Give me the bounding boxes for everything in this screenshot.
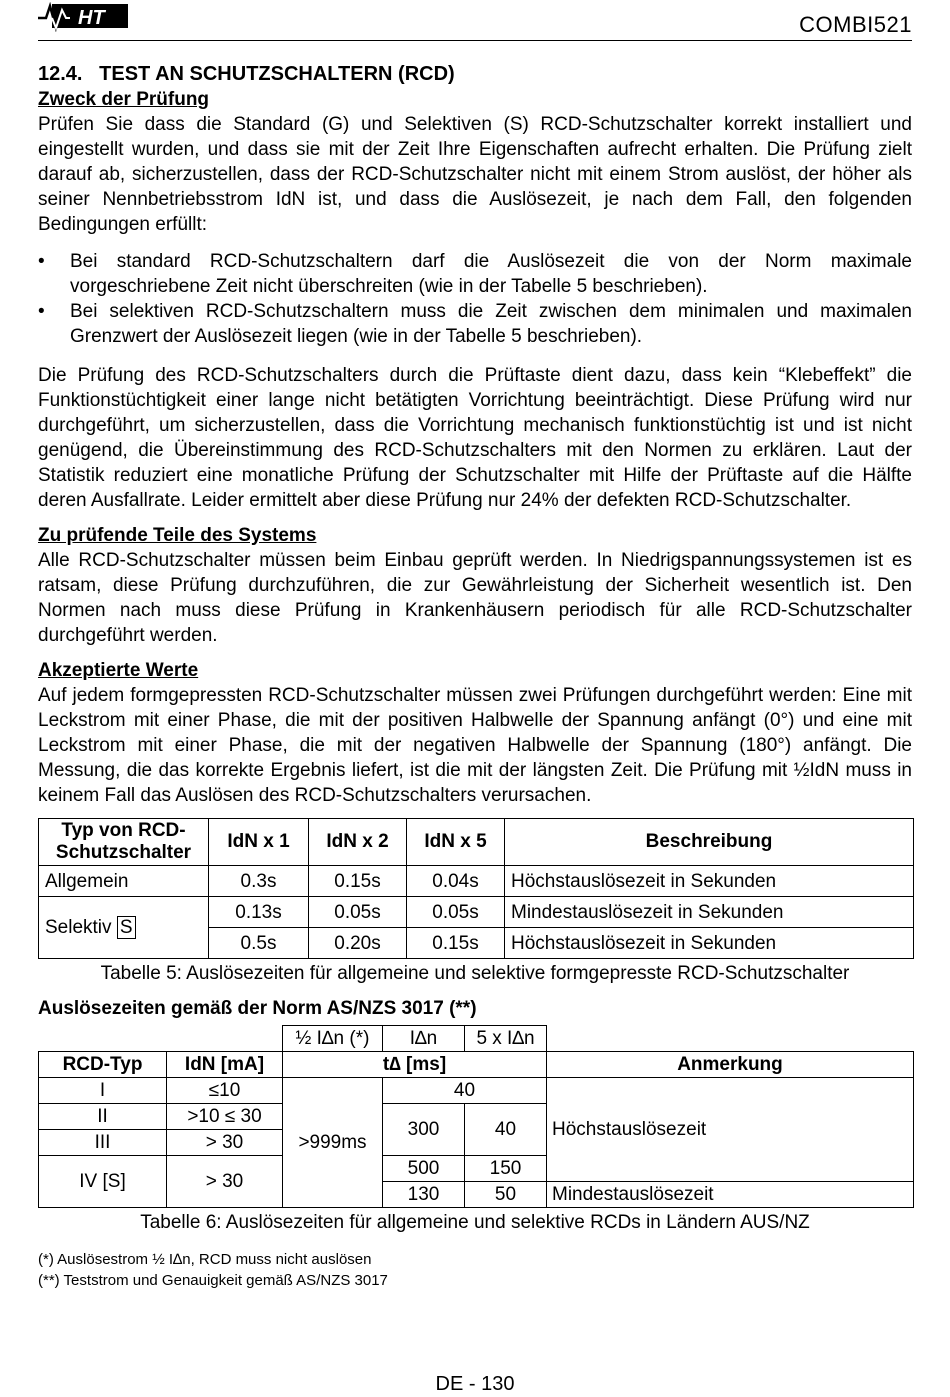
table-cell: > 30	[167, 1130, 283, 1156]
table-cell: 150	[465, 1156, 547, 1182]
table-cell: 50	[465, 1182, 547, 1208]
header-cell: RCD-Typ	[39, 1052, 167, 1078]
table-cell: I	[39, 1078, 167, 1104]
table-cell: Höchstauslösezeit in Sekunden	[505, 866, 914, 897]
table-cell: Höchstauslösezeit in Sekunden	[505, 928, 914, 959]
table-cell: 0.20s	[309, 928, 407, 959]
header-rule	[38, 40, 912, 41]
header-cell: IdN x 5	[407, 819, 505, 866]
section-number: 12.4.	[38, 63, 83, 85]
table-cell: 500	[383, 1156, 465, 1182]
list-item: • Bei selektiven RCD-Schutzschaltern muss die Zeit zwischen dem minimalen und maximalen Grenzwert der Auslösezeit liegen (wie in der Tabelle 5 beschrieben).	[38, 299, 912, 349]
parts-paragraph: Alle RCD-Schutzschalter müssen beim Einbau geprüft werden. In Niedrigspannungssystemen ist es ratsam, diese Prüfung durchzuführen, die zur Gewährleistung der Sicherheit wesentlich ist. Den Normen nach muss diese Prüfung in Krankenhäusern periodisch für alle RCD-Schutzschalter durchgeführt werden.	[38, 550, 912, 646]
table-cell: Mindestauslösezeit	[547, 1182, 914, 1208]
header-cell: IdN [mA]	[167, 1052, 283, 1078]
table-cell: 300	[383, 1104, 465, 1156]
table-row	[39, 897, 914, 928]
header-cell: ½ I∆n (*)	[283, 1026, 383, 1052]
table-cell: >999ms	[283, 1078, 383, 1208]
table-cell: Mindestauslösezeit in Sekunden	[505, 897, 914, 928]
table-cell: IV [S]	[39, 1156, 167, 1208]
table-cell: II	[39, 1104, 167, 1130]
header-cell: IdN x 1	[209, 819, 309, 866]
header-cell: Typ von RCD-Schutzschalter	[39, 819, 209, 866]
table-cell: 40	[465, 1104, 547, 1156]
table-5	[38, 818, 914, 959]
table-cell: 0.13s	[209, 897, 309, 928]
table-cell: 0.05s	[407, 897, 505, 928]
table-cell: 0.05s	[309, 897, 407, 928]
table-6-title: Auslösezeiten gemäß der Norm AS/NZS 3017 (**)	[38, 998, 477, 1019]
conditions-list	[38, 249, 912, 349]
logo-graphic	[38, 2, 130, 32]
table-cell: 0.15s	[407, 928, 505, 959]
accepted-paragraph: Auf jedem formgepressten RCD-Schutzschalter müssen zwei Prüfungen durchgeführt werden: Eine mit Leckstrom mit einer Phase, die mit der positiven Halbwelle der Spannung anfängt (0°) und eine mit Leckstrom mit einer Phase, die mit der negativen Halbwelle der Spannung (180°) anfängt. Die Messung, die das korrekte Ergebnis liefert, ist die mit der längsten Zeit. Die Prüfung mit ½IdN muss in keinem Fall das Auslösen des RCD-Schutzschalters verursachen.	[38, 685, 912, 806]
table-top-header-row	[39, 1026, 914, 1052]
page-number: DE - 130	[435, 1373, 515, 1395]
table-cell	[39, 897, 209, 959]
page-content	[38, 62, 912, 1291]
header-cell: Anmerkung	[547, 1052, 914, 1078]
selective-label: Selektiv	[45, 917, 112, 938]
header-cell: Beschreibung	[505, 819, 914, 866]
test-button-paragraph: Die Prüfung des RCD-Schutzschalters durch die Prüftaste dient dazu, dass kein “Klebeffekt” die Funktionstüchtigkeit einer lange nicht betätigten Vorrichtung beeinträchtigt. Diese Prüfung wird nur durchgeführt, um sicherzustellen, dass die Vorrichtung mechanisch funktionstüchtig ist und ist nicht genügend, die Übereinstimmung des RCD-Schutzschalters mit den Normen zu erklären. Laut der Statistik reduziert eine monatliche Prüfung der Schutzschalter mit Hilfe der Prüftaste auf die Hälfte deren Ausfallrate. Leider ermittelt aber diese Prüfung nur 24% der defekten RCD-Schutzschalter.	[38, 365, 912, 511]
section-heading: TEST AN SCHUTZSCHALTERN (RCD)	[99, 63, 455, 85]
table-cell: 130	[383, 1182, 465, 1208]
table-6	[38, 1025, 914, 1208]
table-cell: ≤10	[167, 1078, 283, 1104]
accepted-heading: Akzeptierte Werte	[38, 660, 199, 681]
table-cell: 0.5s	[209, 928, 309, 959]
table-6-caption: Tabelle 6: Auslösezeiten für allgemeine und selektive RCDs in Ländern AUS/NZ	[140, 1212, 810, 1233]
footnote: (*) Auslösestrom ½ I∆n, RCD muss nicht auslösen	[38, 1251, 372, 1268]
model-name: COMBI521	[799, 12, 912, 37]
header-cell: IdN x 2	[309, 819, 407, 866]
header-cell: 5 x I∆n	[465, 1026, 547, 1052]
table-cell: Höchstauslösezeit	[547, 1078, 914, 1182]
table-cell: > 30	[167, 1156, 283, 1208]
table-header-row	[39, 819, 914, 866]
purpose-paragraph: Prüfen Sie dass die Standard (G) und Selektiven (S) RCD-Schutzschalter korrekt installiert und eingestellt wurden, und dass sie mit der Zeit Ihre Eigenschaften aufrecht erhalten. Die Prüfung zielt darauf ab, sicherzustellen, dass der RCD-Schutzschalter nicht mit einem Strom auslöst, der höher als seiner Nennbetriebsstrom IdN ist, und dass die Auslösezeit, je nach dem Fall, den folgenden Bedingungen erfüllt:	[38, 114, 912, 235]
table-cell: >10 ≤ 30	[167, 1104, 283, 1130]
logo-text: HT	[78, 7, 105, 29]
table-header-row	[39, 1052, 914, 1078]
table-cell: 0.3s	[209, 866, 309, 897]
header-cell: I∆n	[383, 1026, 465, 1052]
footnotes	[38, 1249, 912, 1291]
table-5-caption: Tabelle 5: Auslösezeiten für allgemeine und selektive formgepresste RCD-Schutzschalter	[100, 963, 850, 984]
table-cell: 0.15s	[309, 866, 407, 897]
table-cell: 40	[383, 1078, 547, 1104]
parts-heading: Zu prüfende Teile des Systems	[38, 525, 317, 546]
table-row	[39, 866, 914, 897]
table-cell: Allgemein	[39, 866, 209, 897]
table-cell: III	[39, 1130, 167, 1156]
ht-logo	[38, 2, 130, 32]
selective-mark: S	[117, 916, 136, 939]
table-row	[39, 1078, 914, 1104]
header-cell: t∆ [ms]	[283, 1052, 547, 1078]
section-title	[38, 62, 912, 87]
list-item: • Bei standard RCD-Schutzschaltern darf die Auslösezeit die von der Norm maximale vorgeschriebene Zeit nicht überschreiten (wie in der Tabelle 5 beschrieben).	[38, 249, 912, 299]
footnote: (**) Teststrom und Genauigkeit gemäß AS/NZS 3017	[38, 1272, 388, 1289]
purpose-heading: Zweck der Prüfung	[38, 89, 210, 110]
table-cell: 0.04s	[407, 866, 505, 897]
